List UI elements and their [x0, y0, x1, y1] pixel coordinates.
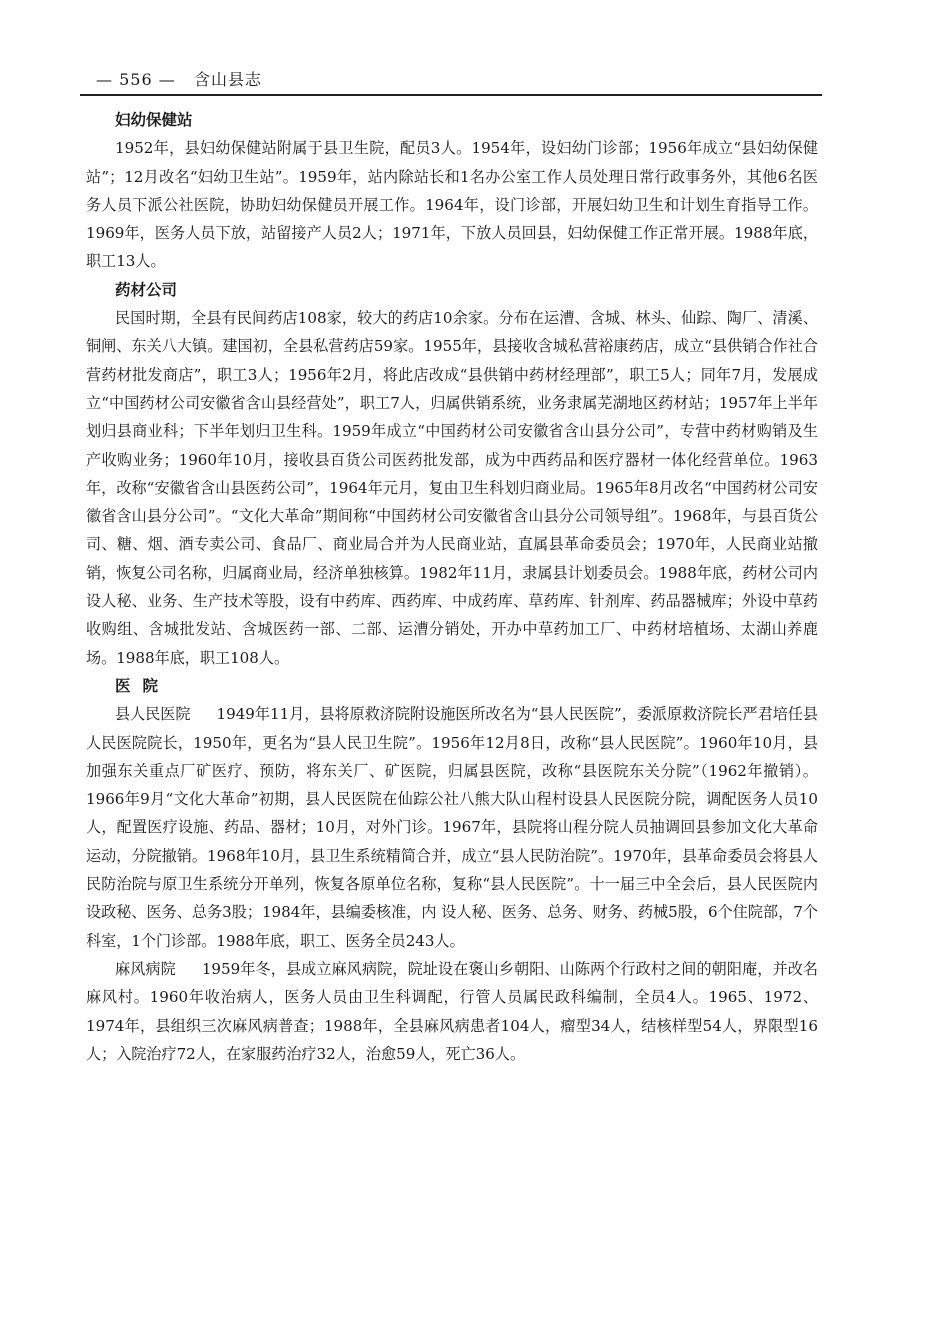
- page-content: [86, 106, 818, 1068]
- header-rule: [80, 94, 822, 96]
- section-body-maternal: 1952年，县妇幼保健站附属于县卫生院，配员3人。1954年，设妇幼门诊部；1956年成立“县妇幼保健站”；12月改名“妇幼卫生站”。1959年，站内除站长和1名办公室工作人员处理日常行政事务外，其他6名医务人员下派公社医院，协助妇幼保健员开展工作。1964年，设门诊部，开展妇幼卫生和计划生育指导工作。1969年，医务人员下放，站留接产人员2人；1971年，下放人员回县，妇幼保健工作正常开展。1988年底，职工13人。: [86, 139, 818, 271]
- page-header: [80, 66, 822, 96]
- leprosy-hospital-title: 麻风病院: [115, 959, 176, 978]
- section-body-pharma: 民国时期，全县有民间药店108家，较大的药店10余家。分布在运漕、含城、林头、仙踪、陶厂、清溪、铜闸、东关八大镇。建国初，全县私营药店59家。1955年，县接收含城私营裕康药店，成立“县供销合作社合营药材批发商店”，职工3人；1956年2月，将此店改成“县供销中药材经理部”，职工5人；同年7月，发展成立“中国药材公司安徽省含山县经营处”，职工7人，归属供销系统，业务隶属芜湖地区药材站；1957年上半年划归县商业科；下半年划归卫生科。1959年成立“中国药材公司安徽省含山县分公司”，专营中药材购销及生产收购业务；1960年10月，接收县百货公司医药批发部，成为中西药品和医疗器材一体化经营单位。1963年，改称“安徽省含山县医药公司”，1964年元月，复由卫生科划归商业局。1965年8月改名“中国药材公司安徽省含山县分公司”。“文化大革命”期间称“中国药材公司安徽省含山县分公司领导组”。1968年，与县百货公司、糖、烟、酒专卖公司、食品厂、商业局合并为人民商业站，直属县革命委员会；1970年，人民商业站撤销，恢复公司名称，归属商业局，经济单独核算。1982年11月，隶属县计划委员会。1988年底，药材公司内设人秘、业务、生产技术等股，设有中药库、西药库、中成药库、草药库、针剂库、药品器械库；外设中草药收购组、含城批发站、含城医药一部、二部、运漕分销处，开办中草药加工厂、中药材培植场、太湖山养鹿场。1988年底，职工108人。: [86, 309, 818, 667]
- book-title: 含山县志: [194, 70, 263, 89]
- leprosy-hospital-paragraph: [86, 955, 818, 1068]
- page-number: — 556 —: [96, 70, 176, 89]
- leprosy-hospital-body: 1959年冬，县成立麻风病院，院址设在褒山乡朝阳、山陈两个行政村之间的朝阳庵，并改名麻风村。1960年收治病人，医务人员由卫生科调配，行管人员属民政科编制，全员4人。1965、1972、1974年，县组织三次麻风病普查；1988年，全县麻风病患者104人，瘤型34人，结核样型54人，界限型16人；入院治疗72人，在家服药治疗32人，治愈59人，死亡36人。: [86, 959, 818, 1063]
- section-heading-pharma: 药材公司: [115, 279, 178, 299]
- section-heading-hospital: 医院: [115, 675, 171, 695]
- county-hospital-paragraph: [86, 700, 818, 955]
- county-hospital-body: 1949年11月，县将原救济院附设施医所改名为“县人民医院”，委派原救济院长严君培任县人民医院院长，1950年，更名为“县人民卫生院”。1956年12月8日，改称“县人民医院”。1960年10月，县加强东关重点厂矿医疗、预防，将东关厂、矿医院，归属县医院，改称“县医院东关分院”（1962年撤销）。1966年9月“文化大革命”初期，县人民医院在仙踪公社八熊大队山程村设县人民医院分院，调配医务人员10人，配置医疗设施、药品、器材；10月，对外门诊。1967年，县院将山程分院人员抽调回县参加文化大革命运动，分院撤销。1968年10月，县卫生系统精简合并，成立“县人民防治院”。1970年，县革命委员会将县人民防治院与原卫生系统分开单列，恢复各原单位名称，复称“县人民医院”。十一届三中全会后，县人民医院内设政秘、医务、总务3股；1984年，县编委核准，内 设人秘、医务、总务、财务、药械5股，6个住院部，7个科室，1个门诊部。1988年底，职工、医务全员243人。: [86, 705, 818, 950]
- section-heading-maternal: 妇幼保健站: [115, 110, 193, 129]
- county-hospital-title: 县人民医院: [115, 705, 191, 724]
